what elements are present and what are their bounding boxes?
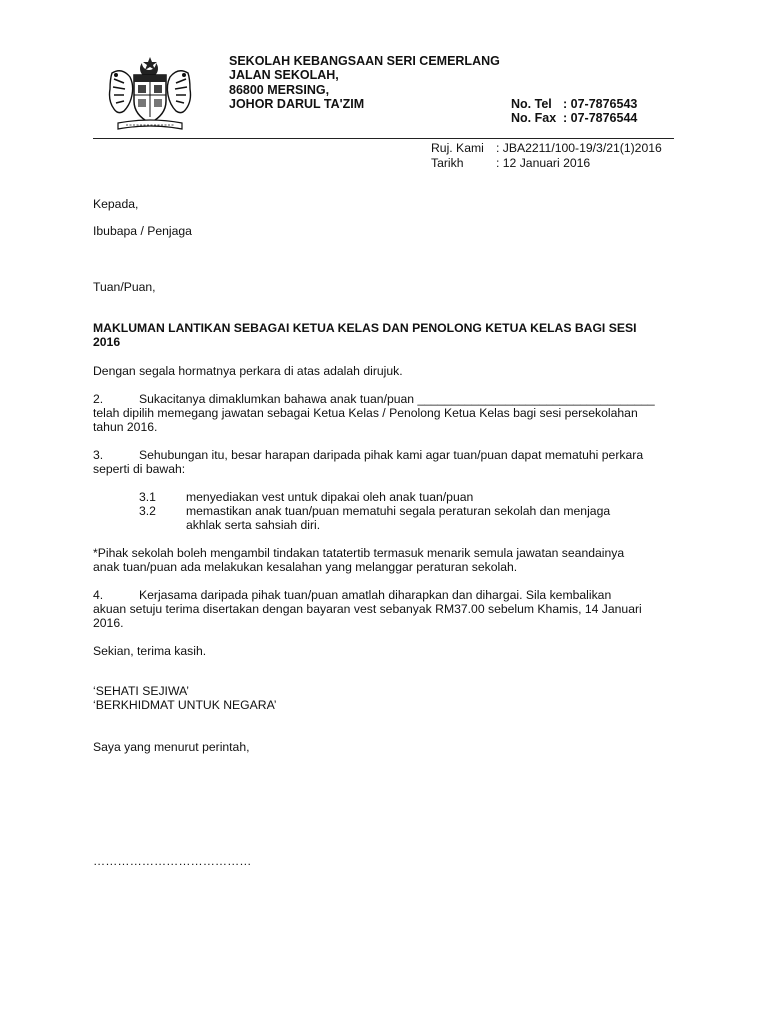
recipient-name: Ibubapa / Penjaga: [93, 224, 192, 238]
address-line-3: JOHOR DARUL TA'ZIM: [229, 97, 365, 112]
list-item-3-2-number: 3.2: [139, 504, 156, 518]
paragraph-2-line-3: tahun 2016.: [93, 420, 158, 434]
paragraph-2: [93, 392, 673, 434]
date-label: Tarikh: [431, 155, 464, 170]
ruj-value: : JBA2211/100-19/3/21(1)2016: [496, 141, 662, 155]
paragraph-1: Dengan segala hormatnya perkara di atas adalah dirujuk.: [93, 364, 403, 378]
paragraph-2-number: 2.: [93, 392, 104, 406]
paragraph-3-line-2: seperti di bawah:: [93, 462, 186, 476]
paragraph-3-line-1: Sehubungan itu, besar harapan daripada pihak kami agar tuan/puan dapat mematuhi perkara: [139, 448, 644, 462]
fax-label: No. Fax: [511, 111, 557, 126]
fax-value: : 07-7876544: [563, 111, 638, 126]
date-value: : 12 Januari 2016: [496, 155, 591, 170]
coat-of-arms-icon: [100, 55, 200, 135]
recipient-to: Kepada,: [93, 197, 139, 211]
sign-off: Saya yang menurut perintah,: [93, 740, 250, 754]
paragraph-4-number: 4.: [93, 588, 104, 602]
list-item-3-2: [139, 504, 669, 532]
contact-info: [511, 97, 637, 126]
subject: [93, 321, 673, 349]
motto-1: ‘SEHATI SEJIWA’: [93, 684, 189, 698]
list-item-3-2-line-1: memastikan anak tuan/puan mematuhi segala peraturan sekolah dan menjaga: [186, 504, 611, 518]
list-item-3-1-text: menyediakan vest untuk dipakai oleh anak tuan/puan: [186, 490, 474, 504]
paragraph-4-line-1: Kerjasama daripada pihak tuan/puan amatlah diharapkan dan dihargai. Sila kembalikan: [139, 588, 612, 602]
paragraph-3: [93, 448, 673, 476]
paragraph-4: [93, 588, 673, 630]
paragraph-2-line-2: telah dipilih memegang jawatan sebagai Ketua Kelas / Penolong Ketua Kelas bagi sesi persekolahan: [93, 406, 638, 420]
tel-value: : 07-7876543: [563, 97, 638, 111]
paragraph-4-line-3: 2016.: [93, 616, 124, 630]
note-line-1: *Pihak sekolah boleh mengambil tindakan tatatertib termasuk menarik semula jawatan seandainya: [93, 546, 625, 560]
school-name: SEKOLAH KEBANGSAAN SERI CEMERLANG: [229, 54, 500, 68]
reference-block: [431, 141, 662, 170]
list-item-3-1-number: 3.1: [139, 490, 156, 504]
mottos: [93, 684, 673, 712]
closing-thanks: Sekian, terima kasih.: [93, 644, 207, 658]
signature-line: …………………………………: [93, 854, 252, 868]
tel-label: No. Tel: [511, 97, 552, 111]
salutation: Tuan/Puan,: [93, 280, 156, 294]
list-item-3-2-line-2: akhlak serta sahsiah diri.: [186, 518, 321, 532]
note: [93, 546, 673, 574]
subject-line-2: 2016: [93, 335, 121, 349]
paragraph-2-line-1: Sukacitanya dimaklumkan bahawa anak tuan/puan ___________________________________: [139, 392, 655, 406]
school-header: [229, 54, 500, 112]
ruj-label: Ruj. Kami: [431, 141, 484, 155]
paragraph-3-number: 3.: [93, 448, 104, 462]
paragraph-4-line-2: akuan setuju terima disertakan dengan bayaran vest sebanyak RM37.00 sebelum Khamis, 14 Januari: [93, 602, 642, 616]
address-line-1: JALAN SEKOLAH,: [229, 68, 339, 83]
motto-2: ‘BERKHIDMAT UNTUK NEGARA’: [93, 698, 277, 712]
header-divider: [93, 138, 674, 139]
address-line-2: 86800 MERSING,: [229, 82, 330, 97]
note-line-2: anak tuan/puan ada melakukan kesalahan yang melanggar peraturan sekolah.: [93, 560, 518, 574]
list-item-3-1: [139, 490, 669, 504]
subject-line-1: MAKLUMAN LANTIKAN SEBAGAI KETUA KELAS DAN PENOLONG KETUA KELAS BAGI SESI: [93, 321, 637, 335]
